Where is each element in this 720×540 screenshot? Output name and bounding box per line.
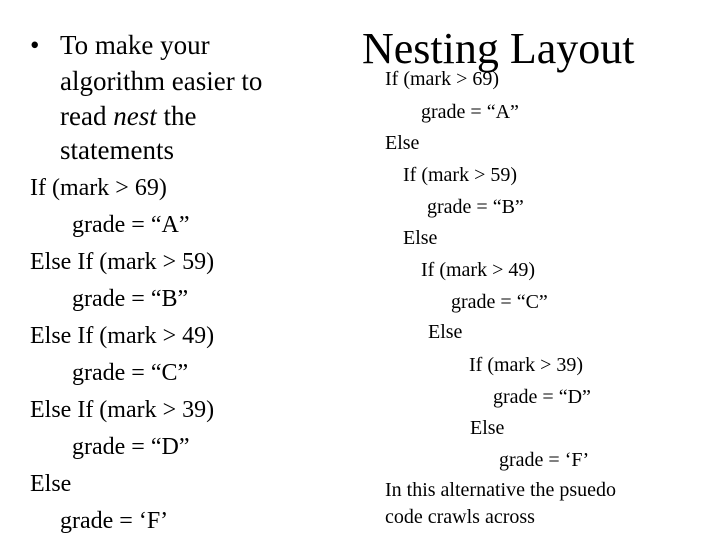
right-code-note: In this alternative the psuedo (385, 479, 617, 501)
right-code-line: grade = “A” (421, 101, 519, 123)
left-code-line: Else If (mark > 49) (30, 323, 215, 349)
right-code-line: If (mark > 59) (403, 164, 518, 186)
left-code-line: grade = “D” (72, 434, 190, 460)
right-code-line: grade = “C” (451, 291, 548, 313)
left-code-line: grade = ‘F’ (60, 508, 169, 534)
bullet-line-3-after: the (156, 101, 197, 131)
left-code-line: grade = “B” (72, 286, 189, 312)
left-code-line: Else If (mark > 59) (30, 249, 215, 275)
left-code-line: Else If (mark > 39) (30, 397, 215, 423)
right-code-line: Else (385, 132, 420, 154)
bullet-line-4: statements (60, 135, 174, 165)
bullet-marker: • (30, 30, 40, 60)
right-code-line: Else (470, 417, 505, 439)
bullet-line-3-before: read (60, 101, 114, 131)
bullet-line-3 (60, 101, 196, 131)
left-code-line: Else (30, 471, 72, 497)
right-code-line: grade = “B” (427, 196, 524, 218)
right-code-line: Else (428, 321, 463, 343)
bullet-line-1: To make your (60, 30, 210, 60)
right-code-note: code crawls across (385, 506, 535, 528)
right-code-line: grade = “D” (493, 386, 591, 408)
left-code-line: If (mark > 69) (30, 175, 167, 201)
right-code-line: If (mark > 69) (385, 68, 500, 90)
right-code-line: If (mark > 49) (421, 259, 536, 281)
bullet-line-3-emphasis: nest (113, 101, 157, 131)
right-code-line: If (mark > 39) (469, 354, 584, 376)
left-code-line: grade = “A” (72, 212, 190, 238)
slide-title: Nesting Layout (362, 24, 635, 73)
right-code-line: grade = ‘F’ (499, 449, 590, 471)
right-code-line: Else (403, 227, 438, 249)
bullet-line-2: algorithm easier to (60, 66, 263, 96)
left-code-line: grade = “C” (72, 360, 189, 386)
